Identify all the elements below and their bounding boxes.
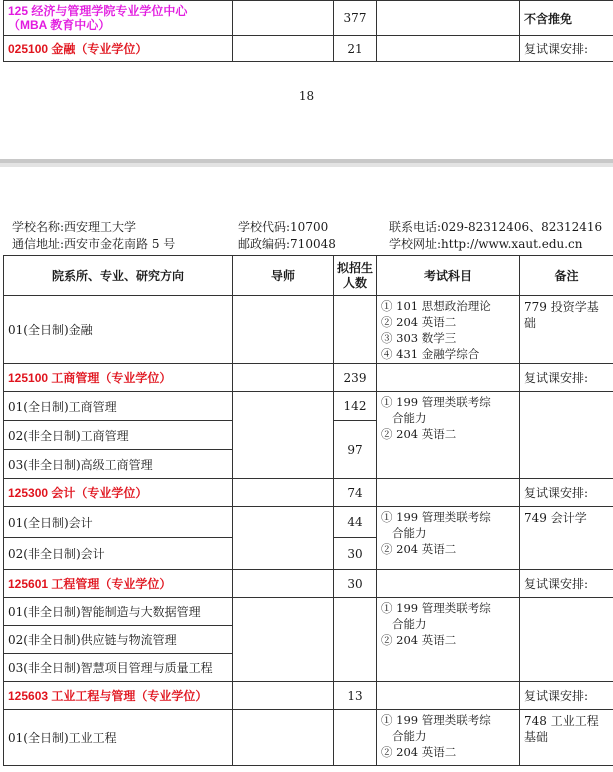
table-row — [4, 507, 613, 538]
advisor-cell — [233, 507, 334, 570]
school-code: 学校代码:10700 — [238, 220, 329, 234]
major-cell: 125601 工程管理（专业学位） — [4, 570, 233, 598]
header-exam: 考试科目 — [377, 256, 520, 296]
direction-cell: 01(全日制)工商管理 — [4, 392, 233, 421]
header-advisor: 导师 — [233, 256, 334, 296]
quota-cell: 30 — [334, 538, 377, 570]
quota-cell: 97 — [334, 421, 377, 479]
quota-cell — [334, 710, 377, 766]
quota-cell: 44 — [334, 507, 377, 538]
advisor-cell — [233, 36, 334, 62]
quota-cell: 13 — [334, 682, 377, 710]
exam-cell — [377, 570, 520, 598]
header-dept: 院系所、专业、研究方向 — [4, 256, 233, 296]
top-table — [3, 0, 613, 62]
unit-name-cell: 125 经济与管理学院专业学位中心 （MBA 教育中心） — [4, 1, 233, 36]
major-row — [4, 682, 613, 710]
direction-cell: 02(非全日制)供应链与物流管理 — [4, 626, 233, 654]
advisor-cell — [233, 296, 334, 364]
quota-cell: 21 — [334, 36, 377, 62]
postal-code: 邮政编码:710048 — [238, 237, 336, 251]
page-separator-shadow — [0, 163, 613, 167]
direction-cell: 03(非全日制)智慧项目管理与质量工程 — [4, 654, 233, 682]
advisor-cell — [233, 570, 334, 598]
direction-cell: 01(全日制)工业工程 — [4, 710, 233, 766]
table-row — [4, 296, 613, 364]
advisor-cell — [233, 1, 334, 36]
contact-phone: 联系电话:029-82312406、82312416 — [389, 220, 603, 234]
remark-cell: 不含推免 — [520, 1, 613, 36]
exam-subjects: ① 101 思想政治理论 ② 204 英语二 ③ 303 数学三 ④ 431 金融学综合 — [377, 296, 520, 364]
quota-cell — [334, 598, 377, 682]
exam-cell — [377, 36, 520, 62]
advisor-cell — [233, 710, 334, 766]
remark-cell: 复试课安排: — [520, 479, 613, 507]
table-header — [4, 256, 613, 296]
direction-cell: 02(非全日制)会计 — [4, 538, 233, 570]
school-address: 通信地址:西安市金花南路 5 号 — [12, 237, 176, 251]
major-cell: 125300 会计（专业学位） — [4, 479, 233, 507]
major-cell: 125100 工商管理（专业学位） — [4, 364, 233, 392]
direction-cell: 01(全日制)金融 — [4, 296, 233, 364]
advisor-cell — [233, 364, 334, 392]
page-number: 18 — [298, 89, 315, 103]
exam-cell — [377, 364, 520, 392]
remark-cell: 复试课安排: — [520, 36, 613, 62]
major-row — [4, 364, 613, 392]
advisor-cell — [233, 479, 334, 507]
exam-subjects: ① 199 管理类联考综 合能力 ② 204 英语二 — [377, 598, 520, 682]
school-name: 学校名称:西安理工大学 — [12, 220, 137, 234]
exam-subjects: ① 199 管理类联考综 合能力 ② 204 英语二 — [377, 392, 520, 479]
header-quota: 拟招生 人数 — [334, 256, 377, 296]
advisor-cell — [233, 682, 334, 710]
quota-cell: 377 — [334, 1, 377, 36]
quota-cell: 74 — [334, 479, 377, 507]
quota-cell: 142 — [334, 392, 377, 421]
table-row — [4, 598, 613, 626]
direction-cell: 01(全日制)会计 — [4, 507, 233, 538]
major-row — [4, 479, 613, 507]
remark-cell: 779 投资学基础 — [520, 296, 613, 364]
advisor-cell — [233, 598, 334, 682]
major-cell: 125603 工业工程与管理（专业学位） — [4, 682, 233, 710]
remark-cell: 749 会计学 — [520, 507, 613, 570]
direction-cell: 01(非全日制)智能制造与大数据管理 — [4, 598, 233, 626]
remark-cell — [520, 598, 613, 682]
admissions-table — [3, 255, 613, 766]
exam-cell — [377, 1, 520, 36]
direction-cell: 02(非全日制)工商管理 — [4, 421, 233, 450]
exam-cell — [377, 682, 520, 710]
remark-cell: 复试课安排: — [520, 570, 613, 598]
quota-cell — [334, 296, 377, 364]
table-row — [4, 710, 613, 766]
major-cell: 025100 金融（专业学位） — [4, 36, 233, 62]
direction-cell: 03(非全日制)高级工商管理 — [4, 450, 233, 479]
major-row — [4, 570, 613, 598]
remark-cell: 748 工业工程基础 — [520, 710, 613, 766]
remark-cell: 复试课安排: — [520, 682, 613, 710]
exam-subjects: ① 199 管理类联考综 合能力 ② 204 英语二 — [377, 710, 520, 766]
quota-cell: 30 — [334, 570, 377, 598]
exam-cell — [377, 479, 520, 507]
table-row — [4, 392, 613, 421]
quota-cell: 239 — [334, 364, 377, 392]
school-website: 学校网址:http://www.xaut.edu.cn — [389, 237, 583, 251]
advisor-cell — [233, 392, 334, 479]
remark-cell: 复试课安排: — [520, 364, 613, 392]
exam-subjects: ① 199 管理类联考综 合能力 ② 204 英语二 — [377, 507, 520, 570]
remark-cell — [520, 392, 613, 479]
header-remark: 备注 — [520, 256, 613, 296]
